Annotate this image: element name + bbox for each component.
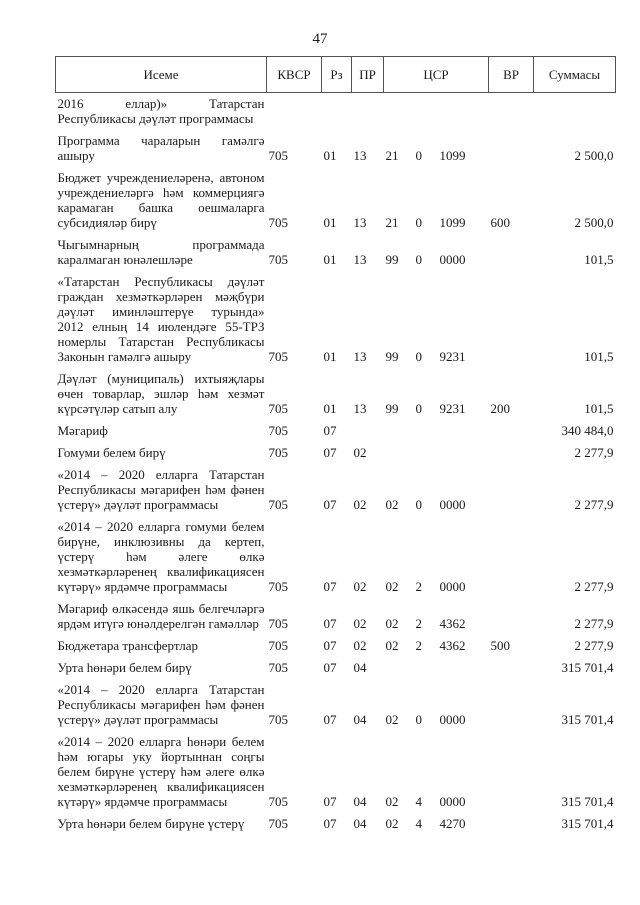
row-pr: 04 [353, 816, 367, 831]
row-csr-program [384, 93, 414, 131]
row-vr [489, 731, 534, 813]
row-name: «2014 – 2020 елларга һөнәри белем һәм югары уку йортыннан соңгы белем бирүне үстерү һәм әлеге өлкә хезмәткәрләренең квалификациясен күтәрү» ярдәмче программасы [57, 734, 265, 809]
table-row [56, 368, 616, 420]
row-csr-subprogram: 0 [415, 349, 422, 364]
row-csr-program: 21 [385, 148, 399, 163]
table-header [56, 57, 616, 93]
row-csr-direction: 1099 [439, 148, 466, 163]
row-csr-direction [438, 420, 489, 442]
row-pr: 04 [353, 712, 367, 727]
row-vr: 600 [490, 215, 511, 230]
row-name: Программа чараларын гамәлгә ашыру [57, 133, 265, 163]
row-vr [489, 679, 534, 731]
row-name: Дәүләт (муниципаль) ихтыяҗлары өчен товарлар, эшләр һәм хезмәт күрсәтүләр сатып алу [57, 371, 265, 416]
table-row [56, 464, 616, 516]
row-rz: 07 [323, 794, 337, 809]
row-vr [489, 234, 534, 271]
row-sum: 2 277,9 [574, 616, 614, 631]
row-csr-subprogram: 0 [415, 252, 422, 267]
row-kvsr: 705 [268, 215, 288, 230]
header-pr: ПР [352, 57, 384, 93]
row-csr-subprogram: 4 [415, 794, 422, 809]
row-sum: 340 484,0 [561, 423, 614, 438]
row-csr-program: 99 [385, 252, 399, 267]
header-csr: ЦСР [384, 57, 489, 93]
row-pr: 04 [353, 660, 367, 675]
row-rz: 01 [323, 252, 337, 267]
table-row [56, 130, 616, 167]
row-pr: 13 [353, 401, 367, 416]
row-rz: 07 [323, 660, 337, 675]
row-rz: 07 [323, 616, 337, 631]
row-vr: 200 [490, 401, 511, 416]
row-vr [489, 516, 534, 598]
row-csr-subprogram [414, 657, 438, 679]
row-csr-program: 02 [385, 816, 399, 831]
row-name: Гомуми белем бирү [57, 445, 166, 460]
row-csr-program: 02 [385, 616, 399, 631]
row-vr [489, 93, 534, 131]
row-sum: 2 277,9 [574, 638, 614, 653]
row-rz: 07 [323, 638, 337, 653]
row-rz: 07 [323, 712, 337, 727]
row-sum: 2 500,0 [574, 148, 614, 163]
row-kvsr: 705 [268, 712, 288, 727]
row-rz [322, 93, 352, 131]
row-csr-direction: 0000 [439, 497, 466, 512]
header-name: Исеме [56, 57, 267, 93]
page-number: 47 [312, 31, 328, 47]
row-csr-subprogram: 0 [415, 712, 422, 727]
row-name: Мәгариф [57, 423, 108, 438]
row-sum: 315 701,4 [561, 712, 614, 727]
row-csr-direction: 0000 [439, 794, 466, 809]
row-name: «2014 – 2020 елларга Татарстан Республикасы мәгарифен һәм фәнен үстерү» дәүләт программасы [57, 467, 265, 512]
row-csr-subprogram: 0 [415, 401, 422, 416]
row-kvsr: 705 [268, 252, 288, 267]
row-csr-subprogram: 0 [415, 148, 422, 163]
row-vr [489, 464, 534, 516]
row-sum: 101,5 [584, 401, 614, 416]
row-kvsr: 705 [268, 616, 288, 631]
table-row [56, 167, 616, 234]
row-kvsr: 705 [268, 423, 288, 438]
table-row [56, 731, 616, 813]
row-sum: 2 277,9 [574, 497, 614, 512]
row-csr-program [384, 442, 414, 464]
row-kvsr: 705 [268, 794, 288, 809]
row-rz: 01 [323, 349, 337, 364]
row-csr-direction: 9231 [439, 349, 466, 364]
row-csr-subprogram: 0 [415, 497, 422, 512]
row-csr-direction: 0000 [439, 252, 466, 267]
row-pr: 13 [353, 148, 367, 163]
row-rz: 01 [323, 401, 337, 416]
row-csr-program: 02 [385, 794, 399, 809]
row-kvsr [267, 93, 322, 131]
row-csr-program: 99 [385, 401, 399, 416]
row-kvsr: 705 [268, 349, 288, 364]
row-name: Мәгариф өлкәсендә яшь белгечләргә ярдәм итүгә юнәлдерелгән гамәлләр [57, 601, 265, 631]
row-rz: 07 [323, 497, 337, 512]
table-body [56, 93, 616, 836]
row-csr-program: 02 [385, 638, 399, 653]
row-pr: 02 [353, 579, 367, 594]
row-kvsr: 705 [268, 148, 288, 163]
table-row [56, 420, 616, 442]
row-kvsr: 705 [268, 816, 288, 831]
row-csr-subprogram: 4 [415, 816, 422, 831]
row-vr [489, 813, 534, 835]
row-pr [352, 420, 384, 442]
row-csr-direction: 9231 [439, 401, 466, 416]
row-name: 2016 еллар)» Татарстан Республикасы дәүләт программасы [57, 96, 265, 126]
row-csr-direction: 4362 [439, 638, 466, 653]
table-row [56, 516, 616, 598]
table-row [56, 679, 616, 731]
row-rz: 07 [323, 423, 337, 438]
row-csr-program: 02 [385, 579, 399, 594]
row-csr-subprogram [414, 442, 438, 464]
row-vr [489, 130, 534, 167]
row-sum: 101,5 [584, 349, 614, 364]
row-rz: 07 [323, 579, 337, 594]
row-vr [489, 598, 534, 635]
row-rz: 01 [323, 215, 337, 230]
table-row [56, 598, 616, 635]
row-csr-program: 02 [385, 497, 399, 512]
row-csr-direction: 4270 [439, 816, 466, 831]
row-sum: 101,5 [584, 252, 614, 267]
row-csr-direction [438, 93, 489, 131]
row-vr [489, 657, 534, 679]
row-kvsr: 705 [268, 579, 288, 594]
row-name: Урта һөнәри белем бирү [57, 660, 192, 675]
header-vr: ВР [489, 57, 534, 93]
row-csr-subprogram [414, 420, 438, 442]
row-csr-direction: 4362 [439, 616, 466, 631]
row-csr-direction: 0000 [439, 712, 466, 727]
row-sum [534, 93, 616, 131]
row-name: «2014 – 2020 елларга Татарстан Республикасы мәгарифен һәм фәнен үстерү» дәүләт программасы [57, 682, 265, 727]
row-sum: 2 277,9 [574, 579, 614, 594]
row-kvsr: 705 [268, 638, 288, 653]
table-row [56, 271, 616, 368]
table-row [56, 93, 616, 131]
row-pr: 02 [353, 638, 367, 653]
row-csr-direction [438, 657, 489, 679]
row-vr [489, 442, 534, 464]
row-csr-direction [438, 442, 489, 464]
row-pr [352, 93, 384, 131]
row-pr: 04 [353, 794, 367, 809]
row-sum: 2 277,9 [574, 445, 614, 460]
row-csr-direction: 1099 [439, 215, 466, 230]
header-rz: Рз [322, 57, 352, 93]
row-kvsr: 705 [268, 660, 288, 675]
row-csr-subprogram: 2 [415, 638, 422, 653]
row-vr: 500 [490, 638, 511, 653]
row-name: «Татарстан Республикасы дәүләт граждан хезмәткәрләрен мәҗбүри дәүләт иминләштерүе турында» 2012 елның 14 июлендәге 55-ТРЗ номерлы Татарстан Республикасы Законын гамәлгә ашыру [57, 274, 265, 364]
row-name: Чыгымнарның программада каралмаган юнәлешләре [57, 237, 265, 267]
row-pr: 13 [353, 215, 367, 230]
row-csr-program: 99 [385, 349, 399, 364]
table-row [56, 635, 616, 657]
row-sum: 315 701,4 [561, 816, 614, 831]
row-csr-program: 21 [385, 215, 399, 230]
row-pr: 02 [353, 497, 367, 512]
table-row [56, 442, 616, 464]
row-csr-program [384, 657, 414, 679]
row-rz: 07 [323, 816, 337, 831]
header-sum: Суммасы [534, 57, 616, 93]
header-kvsr: КВСР [267, 57, 322, 93]
row-csr-program [384, 420, 414, 442]
row-vr [489, 271, 534, 368]
row-name: Бюджетара трансфертлар [57, 638, 198, 653]
row-name: Бюджет учреждениеләренә, автоном учреждениеләргә һәм коммерциягә карамаган башка оешмаларга субсидияләр бирү [57, 170, 265, 230]
row-csr-subprogram: 0 [415, 215, 422, 230]
row-sum: 315 701,4 [561, 660, 614, 675]
row-csr-subprogram: 2 [415, 579, 422, 594]
row-rz: 07 [323, 445, 337, 460]
budget-table [55, 56, 616, 835]
table-row [56, 813, 616, 835]
row-name: Урта һөнәри белем бирүне үстерү [57, 816, 245, 831]
table-row [56, 234, 616, 271]
row-pr: 02 [353, 445, 367, 460]
row-vr [489, 420, 534, 442]
row-sum: 315 701,4 [561, 794, 614, 809]
row-csr-subprogram: 2 [415, 616, 422, 631]
row-rz: 01 [323, 148, 337, 163]
row-csr-direction: 0000 [439, 579, 466, 594]
row-csr-program: 02 [385, 712, 399, 727]
table-row [56, 657, 616, 679]
row-pr: 13 [353, 349, 367, 364]
row-pr: 13 [353, 252, 367, 267]
row-csr-subprogram [414, 93, 438, 131]
row-name: «2014 – 2020 елларга гомуми белем бирүне, инклюзивны да кертеп, үстерү һәм әлеге өлкә хезмәткәрләренең квалификациясен күтәрү» ярдәмче программасы [57, 519, 265, 594]
row-pr: 02 [353, 616, 367, 631]
row-kvsr: 705 [268, 497, 288, 512]
row-kvsr: 705 [268, 401, 288, 416]
row-kvsr: 705 [268, 445, 288, 460]
row-sum: 2 500,0 [574, 215, 614, 230]
